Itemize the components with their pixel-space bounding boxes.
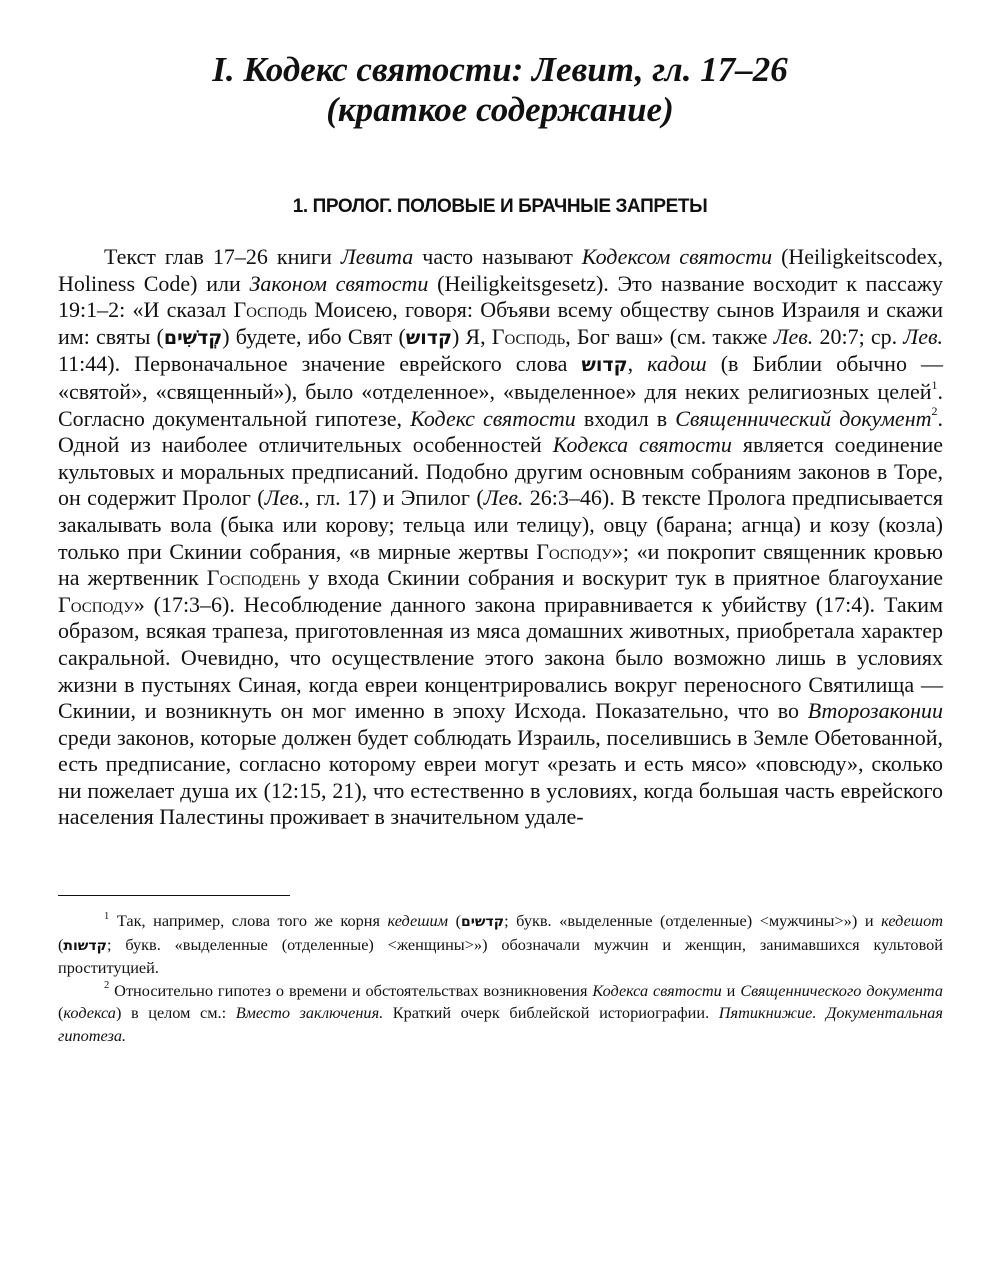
divine-name: Господень xyxy=(206,565,301,591)
text-run: . Одной из наиболее отличительных особенностей xyxy=(58,405,943,458)
divine-name: Господь xyxy=(233,297,307,323)
italic-book-ref: Лев. xyxy=(264,485,305,511)
hebrew-word: קדוש xyxy=(405,326,452,349)
divine-name: Господь xyxy=(491,323,566,349)
text-run: ( xyxy=(58,1003,64,1022)
section-heading: 1. ПРОЛОГ. ПОЛОВЫЕ И БРАЧНЫЕ ЗАПРЕТЫ xyxy=(292,196,708,217)
divine-name: Господу xyxy=(58,591,134,617)
italic-book-name: Левита xyxy=(340,244,414,269)
italic-book-ref: Лев. xyxy=(903,323,944,349)
text-run: и xyxy=(721,980,741,1000)
text-run: , Бог ваш» (см. также xyxy=(565,323,774,349)
italic-transliteration: кедешим xyxy=(387,911,449,930)
hebrew-word: קדוש xyxy=(581,354,628,377)
italic-book-name: Второзаконии xyxy=(807,698,943,724)
italic-term: Священнический документ xyxy=(675,405,932,431)
chapter-title-line1: I. Кодекс святости: Левит, гл. 17–26 xyxy=(212,50,788,89)
text-run: Так, например, слова того же корня xyxy=(109,911,388,930)
text-run: , xyxy=(627,351,648,377)
italic-transliteration: кадош xyxy=(647,351,707,377)
text-run: среди законов, которые должен будет соблюдать Израиль, поселившись в Земле Обетованной, есть предписание, согласно которому евреи могут «резать и есть мясо» «повсюду», сколько ни пожелает душа их (12:15, 21), что естественно в условиях, когда большая часть еврейского населения Палестины проживает в значительном удале- xyxy=(58,724,943,830)
footnote-mark: 1 xyxy=(104,910,110,922)
text-run: ; букв. «выделенные (отделенные) <женщины>») обозначали мужчин и женщин, занимавшихся культовой проституцией. xyxy=(58,934,943,977)
footnote-ref-1[interactable]: 1 xyxy=(931,377,938,392)
text-run: ; букв. «выделенные (отделенные) <мужчины>») и xyxy=(504,911,882,930)
footnote-mark: 2 xyxy=(104,980,110,992)
italic-term: Кодекса святости xyxy=(552,432,732,458)
text-run: , гл. 17) и Эпилог ( xyxy=(304,485,484,511)
text-run: 26:3–46). В тексте Пролога предписывается закалывать вола (быка или корову; тельца или телицу), овцу (барана; агнца) и козу (козла) только при Скинии собрания, «в мирные жертвы xyxy=(58,485,943,564)
italic-term: Кодексом святости xyxy=(581,244,773,269)
italic-term: Кодекса святости xyxy=(592,980,722,1000)
text-run: у входа Скинии собрания и воскурит тук в приятное благоухание xyxy=(300,565,944,591)
text-run: Текст глав 17–26 книги xyxy=(104,244,341,269)
text-run: . Согласно документальной гипотезе, xyxy=(58,378,943,431)
text-run: Относительно гипотез о времени и обстоятельствах возникновения xyxy=(109,980,593,1000)
italic-book-ref: Лев. xyxy=(773,323,814,349)
italic-book-ref: Лев. xyxy=(483,485,524,511)
text-run: » (17:3–6). Несоблюдение данного закона приравнивается к убийству (17:4). Таким образом, всякая трапеза, приготовленная из мяса домашних животных, приобретала характер сакральной. Очевидно, что осуществление этого закона было возможно лишь в условиях жизни в пустынях Синая, когда евреи концентрировались вокруг переносного Святилища — Скинии, и возникнуть он мог именно в эпоху Исхода. Показательно, что во xyxy=(58,591,943,724)
main-paragraph xyxy=(58,244,943,831)
chapter-title-line2: (краткое содержание) xyxy=(326,90,674,129)
italic-transliteration: кедешот xyxy=(881,911,943,930)
text-run: ) будете, ибо Свят ( xyxy=(222,323,406,349)
text-run: 20:7; ср. xyxy=(813,323,904,349)
text-run: (в Библии обычно — «святой», «священный»), было «отделенное», «выделенное» для неких религиозных целей xyxy=(58,351,944,404)
divine-name: Господу xyxy=(536,538,612,564)
text-run: ) в целом см.: xyxy=(115,1003,236,1022)
italic-term: Священнического документа xyxy=(740,980,943,1000)
italic-term: кодекса xyxy=(63,1003,116,1022)
hebrew-word: קְדֹשִׁים xyxy=(163,326,223,349)
italic-cross-reference: Пятикнижие. Документальная гипотеза. xyxy=(58,1003,943,1045)
text-run: (Heiligkeitscodex, Holiness Code) или xyxy=(58,244,943,296)
text-run: является соединение культовых и моральных предписаний. Подобно другим основным собраниям законов в Торе, он содержит Пролог ( xyxy=(58,432,944,511)
text-run: часто называют xyxy=(413,244,582,269)
footnotes xyxy=(58,910,943,1047)
text-run: (Heiligkeitsgesetz). Это название восходит к пассажу 19:1–2: «И сказал xyxy=(58,270,943,323)
italic-cross-reference: Вместо заключения. xyxy=(235,1003,384,1022)
italic-term: Законом святости xyxy=(249,270,429,296)
main-text xyxy=(58,244,943,831)
text-run: 11:44). Первоначальное значение еврейского слова xyxy=(58,351,582,377)
text-run: »; «и покропит священник кровью на жертвенник xyxy=(58,538,943,591)
text-run: ( xyxy=(448,911,462,930)
text-run: ( xyxy=(58,934,64,954)
hebrew-word: קדשים xyxy=(461,914,505,930)
text-run: входил в xyxy=(575,405,676,431)
italic-term: Кодекс святости xyxy=(410,405,576,431)
footnote-1 xyxy=(58,910,943,980)
text-run: Краткий очерк библейской историографии. xyxy=(383,1003,719,1022)
footnote-2 xyxy=(58,980,943,1048)
text-run: Моисею, говоря: Объяви всему обществу сынов Израиля и скажи им: святы ( xyxy=(58,297,944,349)
footnote-separator xyxy=(58,895,290,896)
footnote-ref-2[interactable]: 2 xyxy=(931,404,938,419)
hebrew-word: קדשות xyxy=(63,937,107,954)
text-run: ) Я, xyxy=(451,323,492,349)
